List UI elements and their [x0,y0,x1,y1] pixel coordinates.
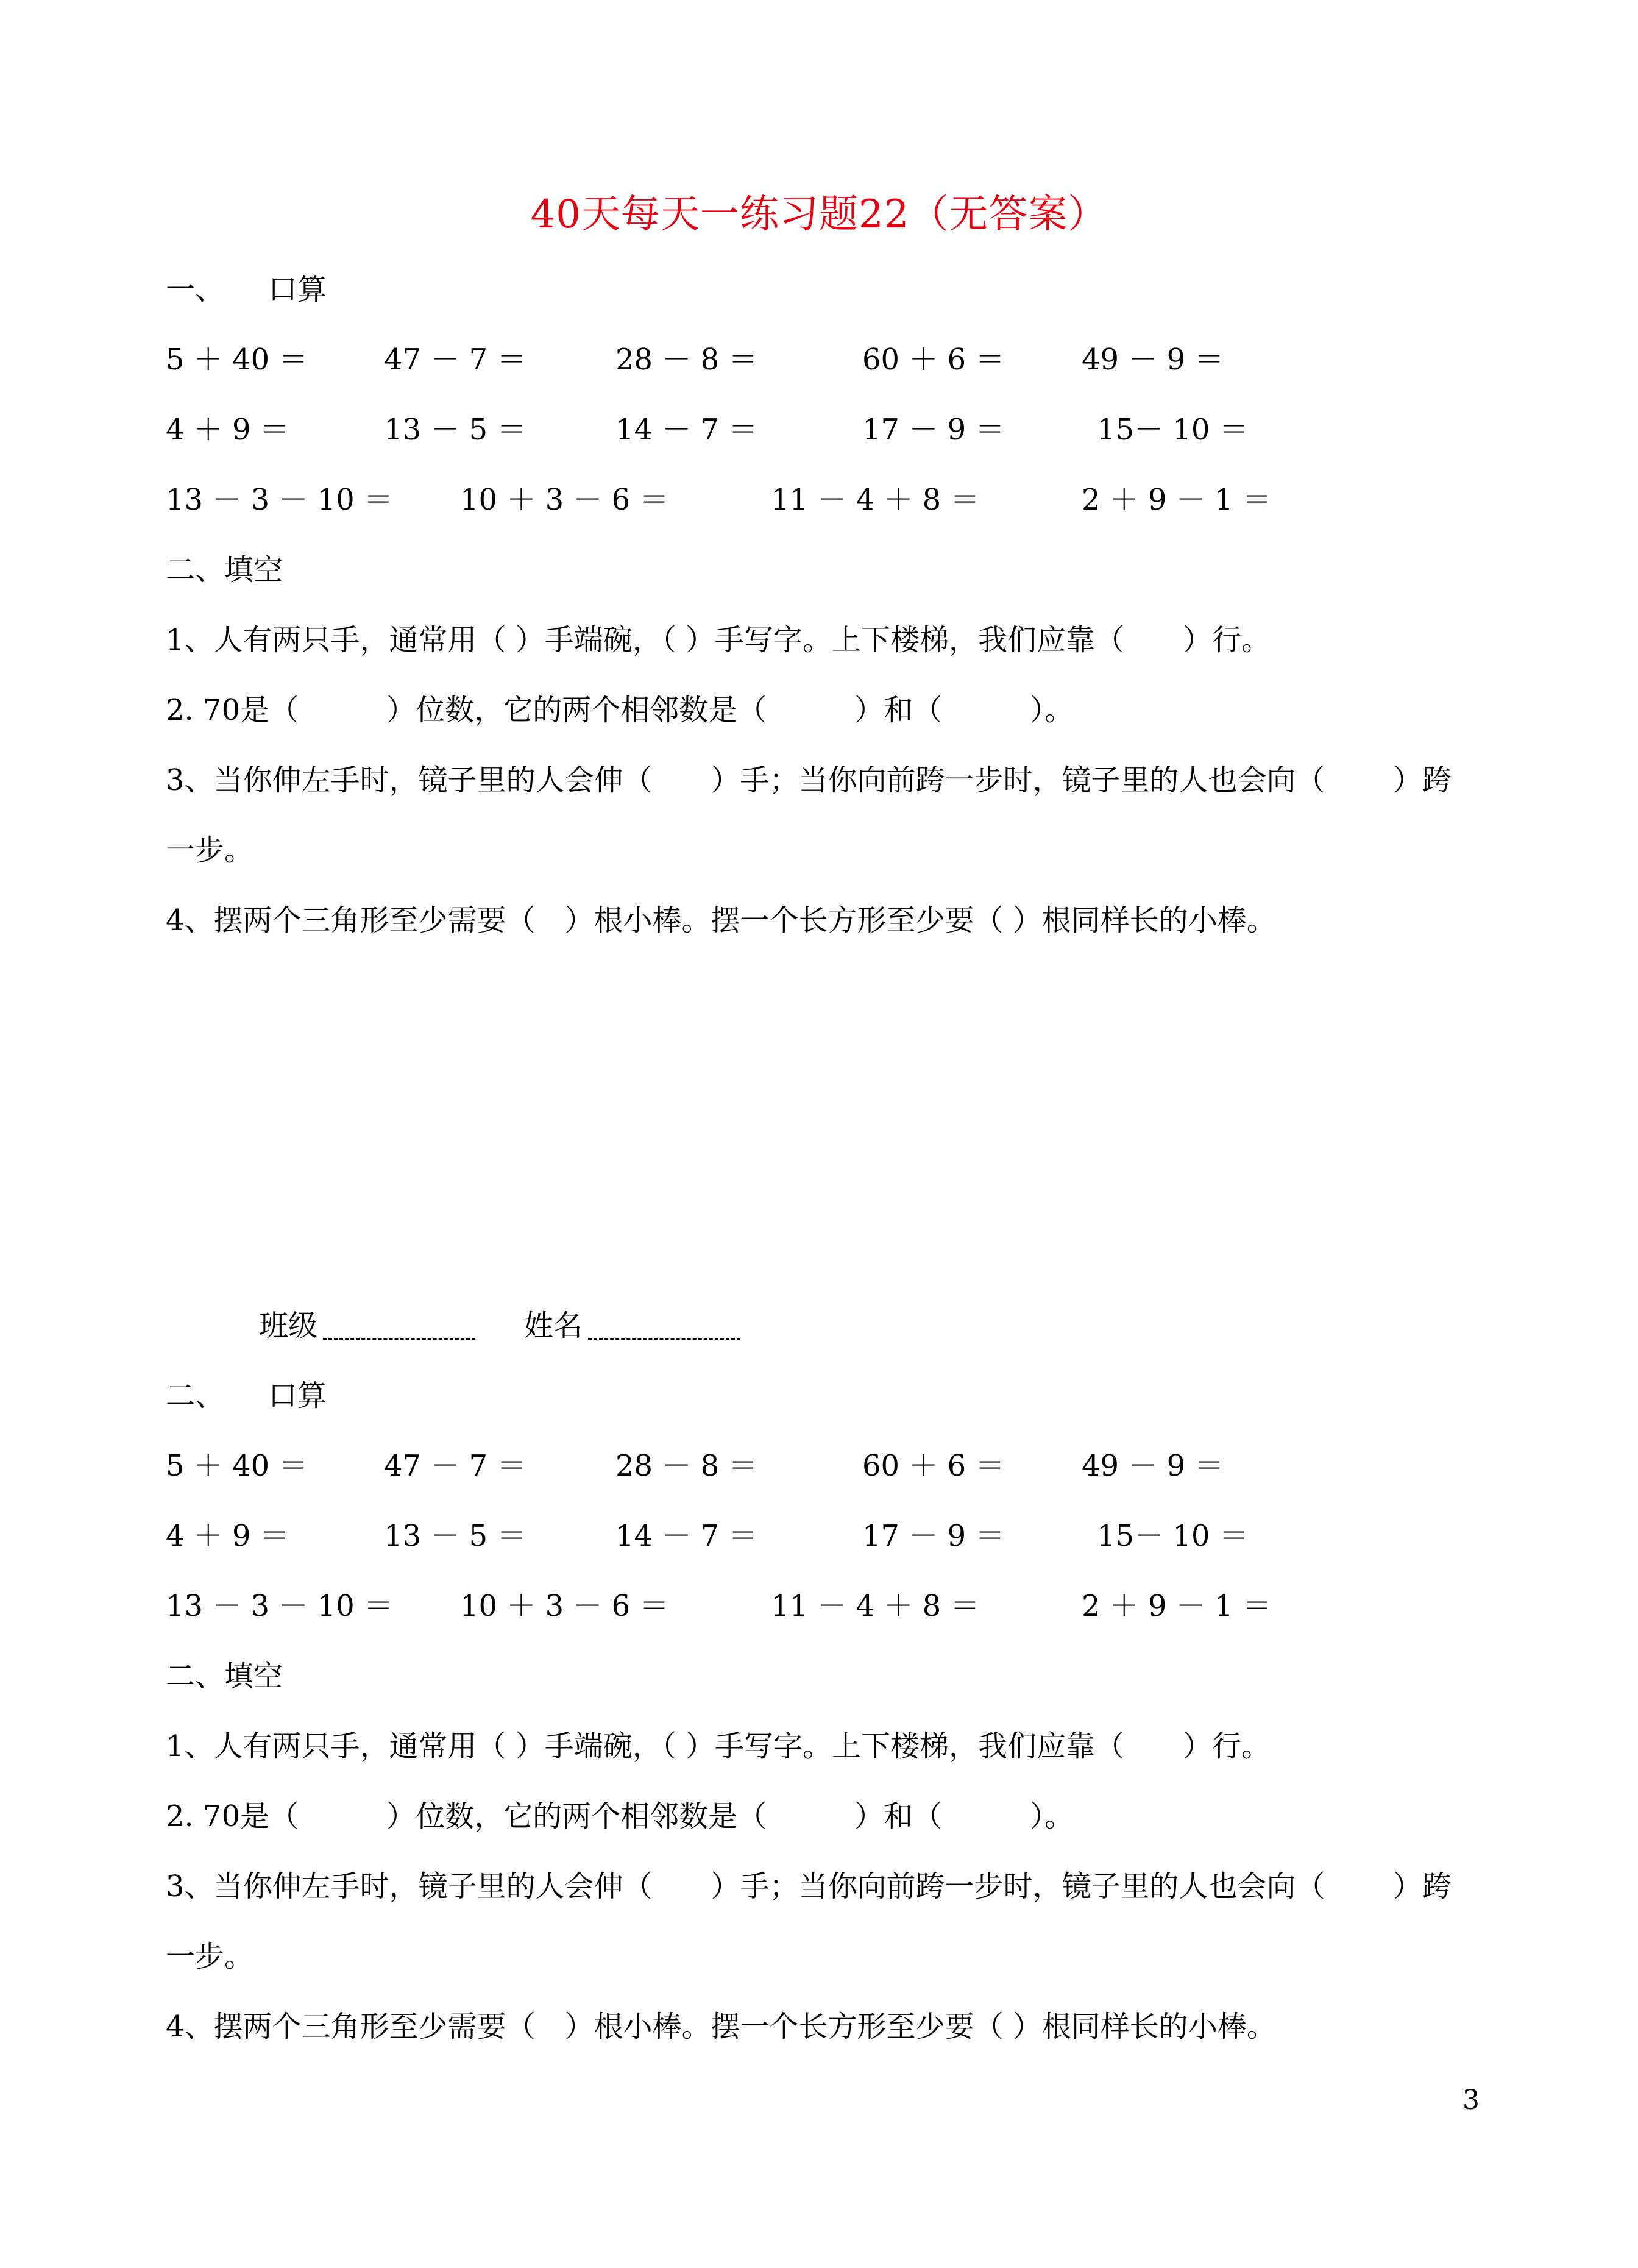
oral-problem: 11 － 4 ＋ 8 ＝ [771,1589,980,1623]
oral-problem: 28 － 8 ＝ [615,343,758,377]
oral-problem: 28 － 8 ＝ [615,1449,758,1483]
oral-problem: 13 － 3 － 10 ＝ [166,483,393,517]
question: 一步。 [166,833,254,867]
class-field[interactable] [323,1338,475,1340]
oral-problem: 49 － 9 ＝ [1082,343,1224,377]
oral-problem: 10 ＋ 3 － 6 ＝ [460,1589,669,1623]
oral-problem: 47 － 7 ＝ [384,1449,526,1483]
oral-problem: 60 ＋ 6 ＝ [862,343,1005,377]
question: 1、人有两只手，通常用（ ）手端碗，（ ）手写字。上下楼梯，我们应靠（ ）行。 [166,1729,1271,1763]
oral-problem: 17 － 9 ＝ [862,1519,1005,1553]
oral-problem: 13 － 5 ＝ [384,413,526,447]
oral-problem: 47 － 7 ＝ [384,343,526,377]
oral-problem: 5 ＋ 40 ＝ [166,1449,308,1483]
fill-header: 二、填空 [166,1659,283,1693]
oral-problem: 17 － 9 ＝ [862,413,1005,447]
oral-header: 一、 口算 [166,272,327,307]
oral-problem: 2 ＋ 9 － 1 ＝ [1082,483,1272,517]
oral-problem: 13 － 3 － 10 ＝ [166,1589,393,1623]
class-label: 班级 [259,1309,318,1343]
oral-problem: 14 － 7 ＝ [615,413,758,447]
oral-problem: 5 ＋ 40 ＝ [166,343,308,377]
oral-problem: 4 ＋ 9 ＝ [166,1519,289,1553]
oral-problem: 10 ＋ 3 － 6 ＝ [460,483,669,517]
oral-problem: 13 － 5 ＝ [384,1519,526,1553]
fill-header: 二、填空 [166,553,283,587]
question: 2. 70是（ ）位数，它的两个相邻数是（ ）和（ ）。 [166,1799,1074,1833]
name-label: 姓名 [524,1309,583,1343]
question: 3、当你伸左手时，镜子里的人会伸（ ）手；当你向前跨一步时，镜子里的人也会向（ ）跨 [166,763,1452,797]
oral-header: 二、 口算 [166,1379,327,1413]
oral-problem: 2 ＋ 9 － 1 ＝ [1082,1589,1272,1623]
name-field[interactable] [588,1338,740,1340]
oral-problem: 11 － 4 ＋ 8 ＝ [771,483,980,517]
question: 2. 70是（ ）位数，它的两个相邻数是（ ）和（ ）。 [166,693,1074,727]
question: 4、摆两个三角形至少需要（ ）根小棒。摆一个长方形至少要（ ）根同样长的小棒。 [166,903,1276,937]
oral-problem: 4 ＋ 9 ＝ [166,413,289,447]
question: 1、人有两只手，通常用（ ）手端碗，（ ）手写字。上下楼梯，我们应靠（ ）行。 [166,623,1271,657]
question: 一步。 [166,1939,254,1974]
oral-problem: 49 － 9 ＝ [1082,1449,1224,1483]
page-title: 40天每天一练习题22（无答案） [530,192,1108,237]
oral-problem: 15－ 10 ＝ [1097,413,1249,447]
oral-problem: 15－ 10 ＝ [1097,1519,1249,1553]
question: 4、摆两个三角形至少需要（ ）根小棒。摆一个长方形至少要（ ）根同样长的小棒。 [166,2010,1276,2044]
page-number: 3 [1462,2085,1480,2116]
oral-problem: 14 － 7 ＝ [615,1519,758,1553]
oral-problem: 60 ＋ 6 ＝ [862,1449,1005,1483]
question: 3、当你伸左手时，镜子里的人会伸（ ）手；当你向前跨一步时，镜子里的人也会向（ ）跨 [166,1869,1452,1904]
